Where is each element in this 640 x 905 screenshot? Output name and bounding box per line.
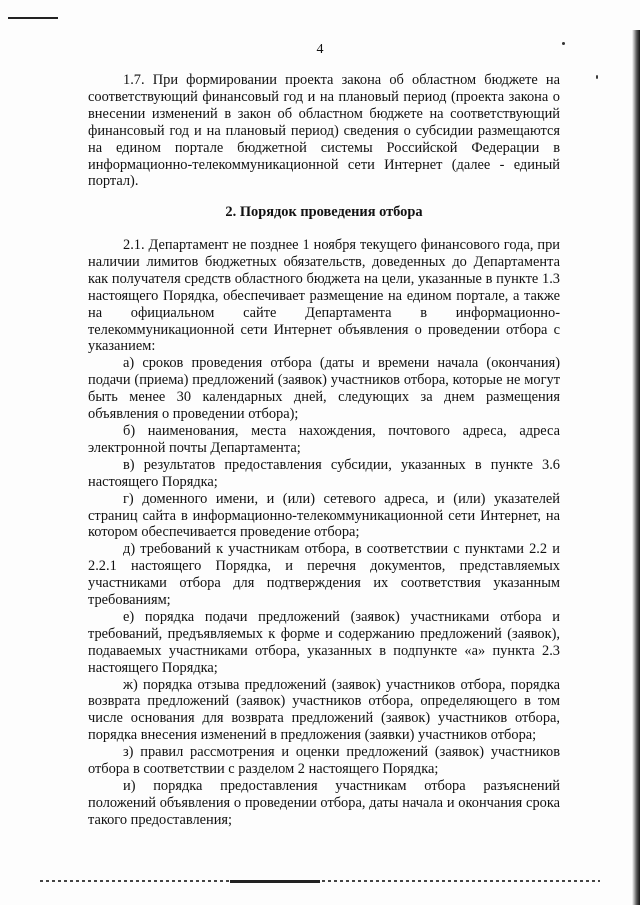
paragraph-item-d: д) требований к участникам отбора, в соответствии с пунктами 2.2 и 2.2.1 настоящего Порядка, и перечня документов, представляемых участниками отбора для подтверждения их соответствия указанным требованиям; [88,541,560,609]
paragraph-item-g: г) доменного имени, и (или) сетевого адреса, и (или) указателей страниц сайта в информационно-телекоммуникационной сети Интернет, на котором обеспечивается проведение отбора; [88,490,560,541]
paragraph-item-i: и) порядка предоставления участникам отбора разъяснений положений объявления о проведении отбора, даты начала и окончания срока такого предоставления; [88,778,560,828]
scan-artifact-bottom-solid [230,880,320,883]
section-2-1-block [88,237,560,829]
scan-speck [596,75,598,79]
page-number: 4 [316,42,324,57]
section-1-7-block [88,72,560,190]
paragraph-item-e: е) порядка подачи предложений (заявок) участниками отбора и требований, предъявляемых к форме и содержанию предложений (заявок), подаваемых участниками отбора, указанных в подпункте «а» пункта 2.3 настоящего Порядка; [88,608,560,676]
paragraph-1-7: 1.7. При формировании проекта закона об областном бюджете на соответствующий финансовый год и на плановый период (проекта закона о внесении изменений в закон об областном бюджете на соответствующий финансовый год и на плановый период) сведения о субсидии размещаются на едином портале бюджетной системы Российской Федерации в информационно-телекоммуникационной сети Интернет (далее - единый портал). [88,72,560,190]
paragraph-item-v: в) результатов предоставления субсидии, указанных в пункте 3.6 настоящего Порядка; [88,456,560,490]
paragraph-item-z: з) правил рассмотрения и оценки предложений (заявок) участников отбора в соответствии с разделом 2 настоящего Порядка; [88,744,560,778]
paragraph-2-1-intro: 2.1. Департамент не позднее 1 ноября текущего финансового года, при наличии лимитов бюджетных обязательств, доведенных до Департамента как получателя средств областного бюджета на цели, указанные в пункте 1.3 настоящего Порядка, обеспечивает размещение на едином портале, а также на официальном сайте Департамента в информационно-телекоммуникационной сети Интернет объявления о проведении отбора с указанием: [88,237,560,355]
section-2-heading: 2. Порядок проведения отбора [225,204,423,220]
paragraph-item-zh: ж) порядка отзыва предложений (заявок) участников отбора, порядка возврата предложений (заявок) участников отбора, определяющего в том числе основания для возврата предложений (заявок) участников отбора, порядка внесения изменений в предложения (заявки) участников отбора; [88,676,560,744]
scan-artifact-line [8,17,58,19]
paragraph-item-a: а) сроков проведения отбора (даты и времени начала (окончания) подачи (приема) предложений (заявок) участников отбора, которые не могут быть менее 30 календарных дней, следующих за днем размещения объявления о проведении отбора); [88,355,560,423]
paragraph-item-b: б) наименования, места нахождения, почтового адреса, адреса электронной почты Департамента; [88,422,560,456]
scan-artifact-bottom [40,880,600,882]
scan-edge-shadow [632,30,640,905]
